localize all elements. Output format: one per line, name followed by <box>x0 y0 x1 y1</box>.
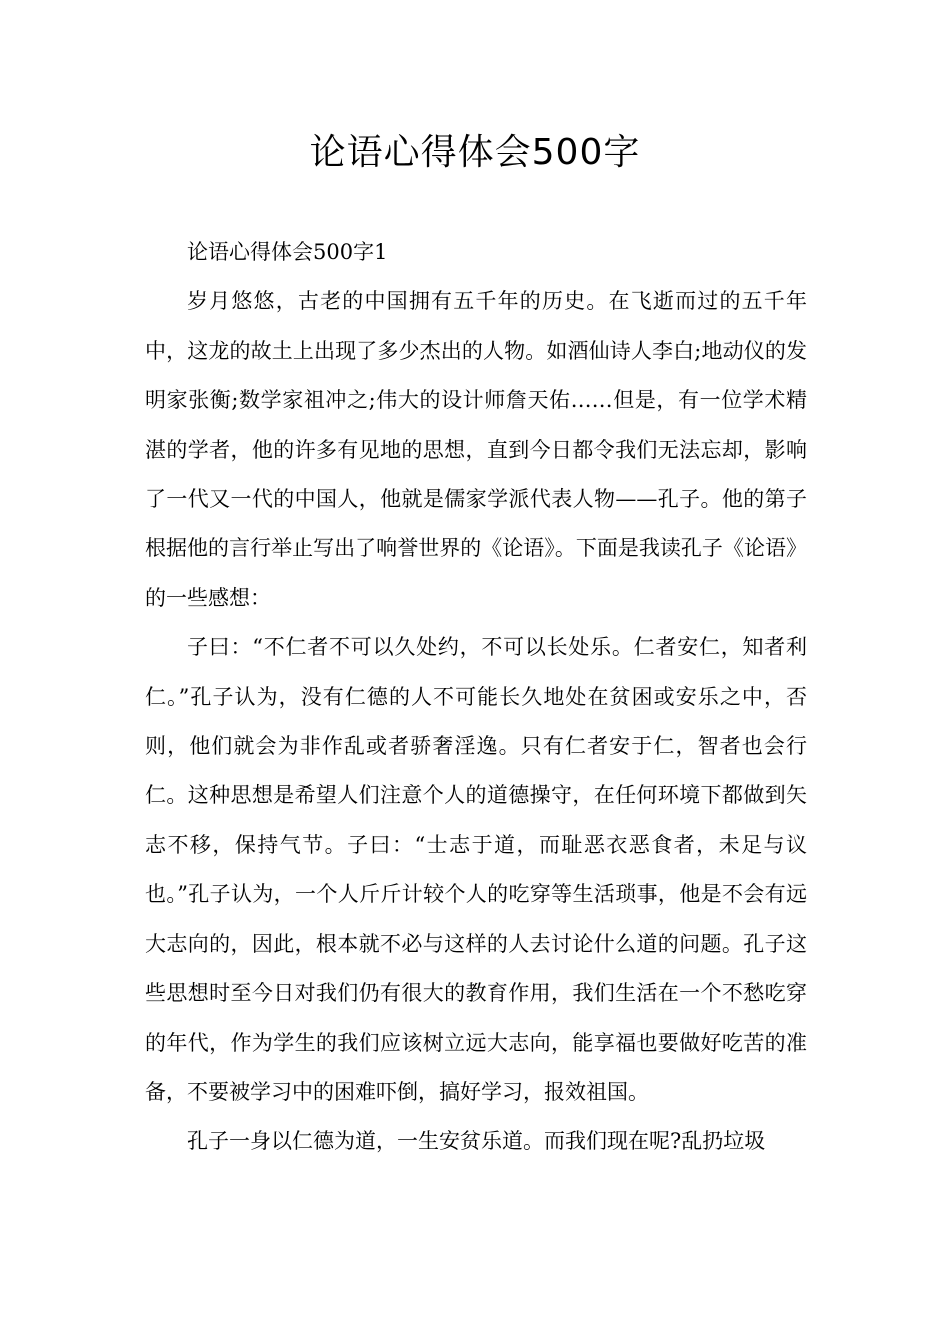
document-body <box>145 228 807 1167</box>
paragraph-3: 孔子一身以仁德为道，一生安贫乐道。而我们现在呢?乱扔垃圾 <box>187 1129 766 1154</box>
paragraph-1: 岁月悠悠，古老的中国拥有五千年的历史。在飞逝而过的五千年中，这龙的故土上出现了多少杰出的人物。如酒仙诗人李白;地动仪的发明家张衡;数学家祖冲之;伟大的设计师詹天佑……但是，有一位学术精湛的学者，他的许多有见地的思想，直到今日都令我们无法忘却，影响了一代又一代的中国人，他就是儒家学派代表人物——孔子。他的第子根据他的言行举止写出了响誉世界的《论语》。下面是我读孔子《论语》的一些感想： <box>145 289 807 610</box>
paragraph-2: 子曰：“不仁者不可以久处约，不可以长处乐。仁者安仁，知者利仁。”孔子认为，没有仁德的人不可能长久地处在贫困或安乐之中，否则，他们就会为非作乱或者骄奢淫逸。只有仁者安于仁，智者也会行仁。这种思想是希望人们注意个人的道德操守，在任何环境下都做到矢志不移，保持气节。子曰：“士志于道，而耻恶衣恶食者，未足与议也。”孔子认为，一个人斤斤计较个人的吃穿等生活琐事，他是不会有远大志向的，因此，根本就不必与这样的人去讨论什么道的问题。孔子这些思想时至今日对我们仍有很大的教育作用，我们生活在一个不愁吃穿的年代，作为学生的我们应该树立远大志向，能享福也要做好吃苦的准备，不要被学习中的困难吓倒，搞好学习，报效祖国。 <box>145 635 807 1104</box>
section-heading: 论语心得体会500字1 <box>187 240 388 264</box>
document-title: 论语心得体会500字 <box>309 132 641 173</box>
